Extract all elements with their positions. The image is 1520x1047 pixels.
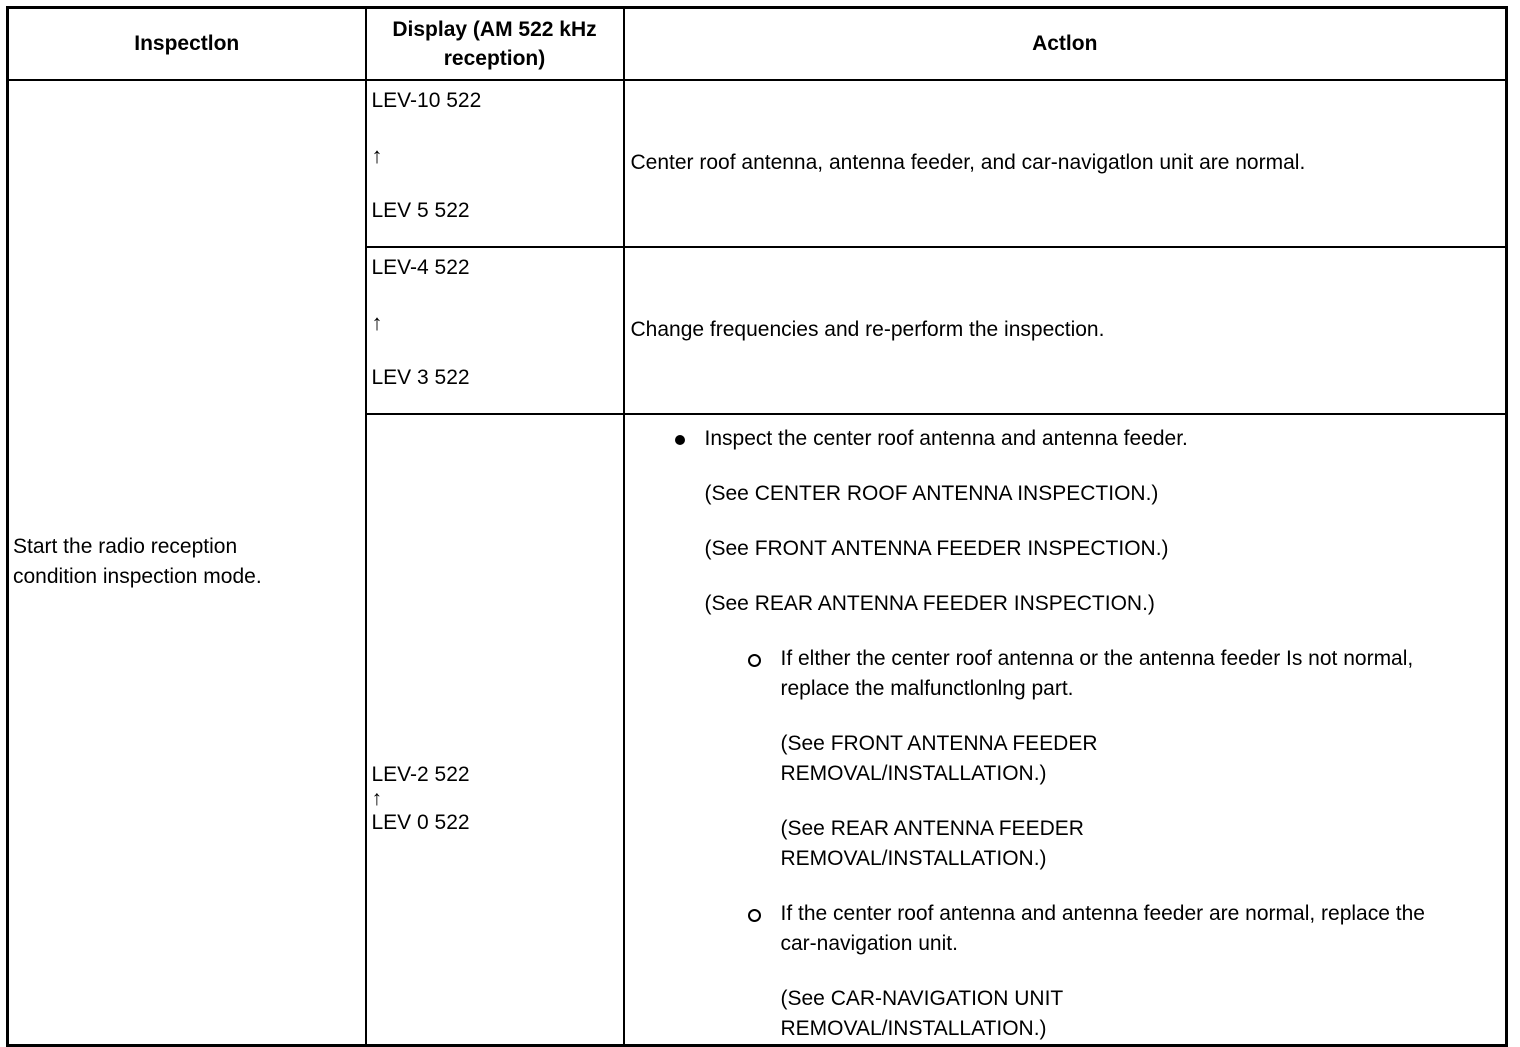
display-bottom: LEV 3 522: [371, 365, 470, 389]
bullet-dot-icon: [675, 435, 685, 445]
up-arrow-icon: ↑: [371, 787, 382, 810]
action-cell: Change frequencies and re-perform the inspection.: [624, 247, 1507, 414]
reference-link: (See REAR ANTENNA FEEDER REMOVAL/INSTALLATION.): [780, 816, 1084, 870]
bullet-item: [625, 424, 1506, 454]
bullet-text: Inspect the center roof antenna and antenna feeder.: [704, 426, 1188, 450]
header-inspection: Inspectlon: [8, 8, 366, 80]
reference-link: (See REAR ANTENNA FEEDER INSPECTION.): [704, 591, 1155, 615]
table-row: [8, 80, 1507, 247]
display-top: LEV-2 522: [371, 763, 470, 786]
inspection-cell: [8, 80, 366, 1046]
up-arrow-icon: ↑: [371, 142, 383, 168]
sub-item: [625, 644, 1506, 704]
header-display: [366, 8, 624, 80]
display-cell: [366, 414, 624, 1046]
display-bottom: LEV 5 522: [371, 198, 470, 222]
header-row: [8, 8, 1507, 80]
header-action: Actlon: [624, 8, 1507, 80]
sub-item-text: If elther the center roof antenna or the antenna feeder Is not normal, replace the malfunctlonlng part.: [780, 646, 1414, 700]
sub-item: [625, 899, 1506, 959]
up-arrow-icon: ↑: [371, 309, 383, 335]
display-bottom: LEV 0 522: [371, 811, 470, 834]
reference-link: (See CAR-NAVIGATION UNIT REMOVAL/INSTALLATION.): [780, 986, 1063, 1040]
action-cell: Center roof antenna, antenna feeder, and car-navigatlon unit are normal.: [624, 80, 1507, 247]
action-cell: [624, 414, 1507, 1046]
display-top: LEV-10 522: [371, 88, 482, 112]
inspection-table: [6, 6, 1508, 1047]
inspection-text: Start the radio reception condition inspection mode.: [13, 535, 262, 588]
sub-item-text: If the center roof antenna and antenna feeder are normal, replace the car-navigation unit.: [780, 901, 1425, 955]
reference-link: (See FRONT ANTENNA FEEDER REMOVAL/INSTALLATION.): [780, 731, 1098, 785]
circle-bullet-icon: [748, 909, 761, 922]
display-cell: [366, 80, 624, 247]
reference-link: (See FRONT ANTENNA FEEDER INSPECTION.): [704, 536, 1169, 560]
display-cell: [366, 247, 624, 414]
display-top: LEV-4 522: [371, 255, 470, 279]
header-display-label: Display (AM 522 kHz reception): [392, 17, 597, 70]
reference-link: (See CENTER ROOF ANTENNA INSPECTION.): [704, 481, 1159, 505]
circle-bullet-icon: [748, 654, 761, 667]
